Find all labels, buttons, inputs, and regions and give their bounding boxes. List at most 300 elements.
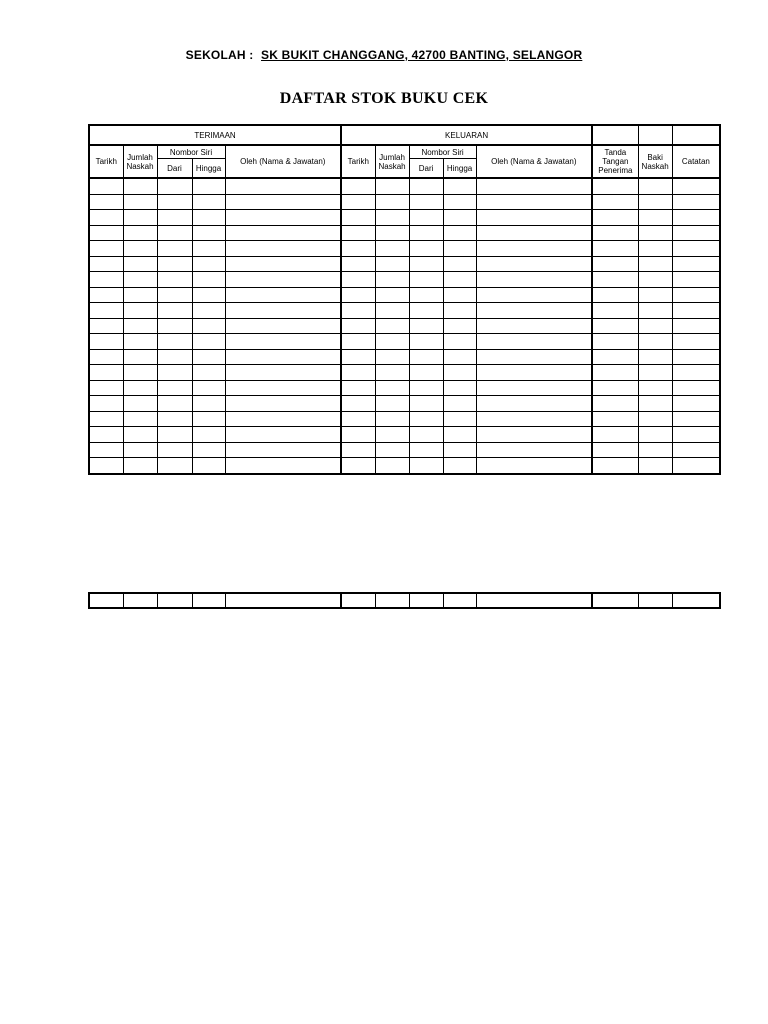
table-cell[interactable]	[89, 593, 123, 608]
table-cell[interactable]	[192, 241, 225, 257]
table-cell[interactable]	[592, 241, 638, 257]
table-row	[89, 396, 720, 412]
table-cell[interactable]	[592, 458, 638, 474]
table-row	[89, 287, 720, 303]
table-cell[interactable]	[672, 334, 720, 350]
table-cell[interactable]	[192, 380, 225, 396]
table-cell[interactable]	[192, 194, 225, 210]
table-cell[interactable]	[225, 334, 341, 350]
table-cell[interactable]	[375, 427, 409, 443]
col-header-nombor-siri: Nombor Siri	[409, 145, 476, 159]
table-cell[interactable]	[341, 210, 375, 226]
table-cell[interactable]	[192, 318, 225, 334]
table-cell[interactable]	[192, 256, 225, 272]
table-cell[interactable]	[638, 318, 672, 334]
table-cell[interactable]	[638, 458, 672, 474]
table-cell[interactable]	[592, 287, 638, 303]
table-cell[interactable]	[443, 256, 476, 272]
table-cell[interactable]	[123, 427, 157, 443]
table-cell[interactable]	[672, 427, 720, 443]
table-cell[interactable]	[157, 396, 192, 412]
table-cell[interactable]	[123, 411, 157, 427]
table-cell[interactable]	[638, 256, 672, 272]
table-cell[interactable]	[443, 334, 476, 350]
table-cell[interactable]	[123, 334, 157, 350]
table-cell[interactable]	[341, 303, 375, 319]
table-cell[interactable]	[476, 272, 592, 288]
table-cell[interactable]	[157, 272, 192, 288]
table-cell[interactable]	[341, 427, 375, 443]
table-cell[interactable]	[672, 303, 720, 319]
table-cell[interactable]	[192, 593, 225, 608]
table-cell[interactable]	[192, 225, 225, 241]
col-header-tanda-tangan: Tanda Tangan Penerima	[592, 145, 638, 178]
table-cell[interactable]	[157, 178, 192, 194]
table-cell[interactable]	[476, 241, 592, 257]
page-title: DAFTAR STOK BUKU CEK	[279, 90, 489, 107]
table-cell[interactable]	[592, 194, 638, 210]
table-cell[interactable]	[89, 365, 123, 381]
table-cell[interactable]	[443, 210, 476, 226]
table-cell[interactable]	[476, 427, 592, 443]
table-cell[interactable]	[476, 380, 592, 396]
table-cell[interactable]	[375, 458, 409, 474]
table-cell[interactable]	[157, 349, 192, 365]
group-header-blank	[592, 125, 638, 145]
table-cell[interactable]	[592, 593, 638, 608]
table-cell[interactable]	[476, 256, 592, 272]
table-cell[interactable]	[592, 349, 638, 365]
table-cell[interactable]	[157, 241, 192, 257]
table-cell[interactable]	[443, 241, 476, 257]
table-cell[interactable]	[638, 411, 672, 427]
table-cell[interactable]	[225, 396, 341, 412]
table-cell[interactable]	[592, 178, 638, 194]
group-header-terimaan: TERIMAAN	[89, 125, 341, 145]
table-cell[interactable]	[476, 593, 592, 608]
table-cell[interactable]	[225, 458, 341, 474]
table-cell[interactable]	[409, 194, 443, 210]
table-cell[interactable]	[375, 334, 409, 350]
table-cell[interactable]	[341, 442, 375, 458]
table-cell[interactable]	[638, 194, 672, 210]
table-cell[interactable]	[123, 225, 157, 241]
table-cell[interactable]	[592, 256, 638, 272]
table-cell[interactable]	[672, 396, 720, 412]
col-header-jumlah-naskah: Jumlah Naskah	[375, 145, 409, 178]
table-cell[interactable]	[341, 380, 375, 396]
table-cell[interactable]	[638, 427, 672, 443]
table-cell[interactable]	[192, 411, 225, 427]
table-cell[interactable]	[157, 287, 192, 303]
table-cell[interactable]	[123, 380, 157, 396]
table-cell[interactable]	[89, 241, 123, 257]
table-cell[interactable]	[476, 318, 592, 334]
table-cell[interactable]	[192, 396, 225, 412]
table-cell[interactable]	[375, 210, 409, 226]
table-cell[interactable]	[375, 287, 409, 303]
table-cell[interactable]	[341, 334, 375, 350]
table-cell[interactable]	[225, 272, 341, 288]
table-cell[interactable]	[409, 318, 443, 334]
table-row	[89, 427, 720, 443]
table-cell[interactable]	[341, 365, 375, 381]
table-cell[interactable]	[443, 225, 476, 241]
table-cell[interactable]	[123, 593, 157, 608]
table-cell[interactable]	[672, 256, 720, 272]
col-header-baki-naskah: Baki Naskah	[638, 145, 672, 178]
table-cell[interactable]	[123, 442, 157, 458]
table-cell[interactable]	[443, 272, 476, 288]
school-line	[0, 48, 768, 62]
table-cell[interactable]	[409, 272, 443, 288]
table-cell[interactable]	[157, 593, 192, 608]
table-cell[interactable]	[443, 458, 476, 474]
table-cell[interactable]	[672, 349, 720, 365]
table-cell[interactable]	[157, 427, 192, 443]
table-cell[interactable]	[341, 593, 375, 608]
table-cell[interactable]	[409, 334, 443, 350]
table-cell[interactable]	[409, 303, 443, 319]
group-header-blank	[672, 125, 720, 145]
table-cell[interactable]	[443, 593, 476, 608]
table-cell[interactable]	[123, 318, 157, 334]
table-cell[interactable]	[592, 427, 638, 443]
table-cell[interactable]	[375, 593, 409, 608]
table-cell[interactable]	[638, 349, 672, 365]
table-cell[interactable]	[123, 396, 157, 412]
table-row	[89, 442, 720, 458]
table-cell[interactable]	[123, 194, 157, 210]
table-cell[interactable]	[157, 303, 192, 319]
table-cell[interactable]	[443, 411, 476, 427]
table-row	[89, 365, 720, 381]
table-cell[interactable]	[476, 365, 592, 381]
table-cell[interactable]	[192, 272, 225, 288]
table-cell[interactable]	[409, 411, 443, 427]
table-cell[interactable]	[192, 349, 225, 365]
table-cell[interactable]	[638, 303, 672, 319]
table-cell[interactable]	[476, 287, 592, 303]
table-cell[interactable]	[225, 380, 341, 396]
table-cell[interactable]	[89, 225, 123, 241]
table-cell[interactable]	[476, 411, 592, 427]
table-cell[interactable]	[89, 442, 123, 458]
col-header-hingga: Hingga	[192, 159, 225, 179]
table-cell[interactable]	[672, 411, 720, 427]
col-header-tarikh: Tarikh	[89, 145, 123, 178]
table-cell[interactable]	[225, 411, 341, 427]
cheque-stock-table	[88, 124, 721, 475]
table-cell[interactable]	[192, 303, 225, 319]
table-cell[interactable]	[476, 396, 592, 412]
table-cell[interactable]	[225, 442, 341, 458]
table-cell[interactable]	[476, 210, 592, 226]
table-cell[interactable]	[225, 318, 341, 334]
table-row	[89, 241, 720, 257]
table-cell[interactable]	[375, 396, 409, 412]
table-cell[interactable]	[476, 334, 592, 350]
table-cell[interactable]	[89, 194, 123, 210]
table-cell[interactable]	[225, 256, 341, 272]
table-cell[interactable]	[476, 225, 592, 241]
table-cell[interactable]	[375, 194, 409, 210]
table-cell[interactable]	[443, 318, 476, 334]
table-cell[interactable]	[225, 287, 341, 303]
table-cell[interactable]	[192, 334, 225, 350]
table-cell[interactable]	[123, 210, 157, 226]
table-cell[interactable]	[672, 365, 720, 381]
table-cell[interactable]	[672, 210, 720, 226]
table-cell[interactable]	[672, 241, 720, 257]
table-cell[interactable]	[409, 225, 443, 241]
table-cell[interactable]	[123, 349, 157, 365]
table-cell[interactable]	[592, 442, 638, 458]
table-cell[interactable]	[123, 458, 157, 474]
table-cell[interactable]	[476, 303, 592, 319]
table-cell[interactable]	[89, 334, 123, 350]
table-cell[interactable]	[375, 349, 409, 365]
table-cell[interactable]	[672, 272, 720, 288]
table-cell[interactable]	[672, 458, 720, 474]
table-cell[interactable]	[443, 396, 476, 412]
table-cell[interactable]	[409, 178, 443, 194]
table-cell[interactable]	[341, 256, 375, 272]
table-cell[interactable]	[375, 380, 409, 396]
table-cell[interactable]	[409, 396, 443, 412]
table-row	[89, 318, 720, 334]
table-cell[interactable]	[123, 241, 157, 257]
table-cell[interactable]	[89, 287, 123, 303]
col-header-catatan: Catatan	[672, 145, 720, 178]
table-cell[interactable]	[476, 458, 592, 474]
table-cell[interactable]	[476, 349, 592, 365]
col-header-oleh: Oleh (Nama & Jawatan)	[476, 145, 592, 178]
table-cell[interactable]	[638, 593, 672, 608]
table-cell[interactable]	[443, 287, 476, 303]
table-cell[interactable]	[192, 427, 225, 443]
table-row	[89, 303, 720, 319]
table-cell[interactable]	[192, 365, 225, 381]
table-cell[interactable]	[341, 241, 375, 257]
table-cell[interactable]	[89, 303, 123, 319]
table-cell[interactable]	[672, 318, 720, 334]
table-cell[interactable]	[375, 272, 409, 288]
table-cell[interactable]	[123, 303, 157, 319]
table-cell[interactable]	[341, 225, 375, 241]
table-cell[interactable]	[89, 210, 123, 226]
table-cell[interactable]	[123, 365, 157, 381]
table-cell[interactable]	[592, 411, 638, 427]
table-cell[interactable]	[409, 241, 443, 257]
table-cell[interactable]	[638, 241, 672, 257]
table-cell[interactable]	[592, 396, 638, 412]
table-cell[interactable]	[638, 272, 672, 288]
table-cell[interactable]	[192, 458, 225, 474]
table-cell[interactable]	[592, 210, 638, 226]
table-cell[interactable]	[443, 178, 476, 194]
table-cell[interactable]	[157, 318, 192, 334]
table-cell[interactable]	[409, 256, 443, 272]
table-cell[interactable]	[592, 318, 638, 334]
table-cell[interactable]	[409, 380, 443, 396]
table-cell[interactable]	[225, 194, 341, 210]
table-cell[interactable]	[157, 225, 192, 241]
table-cell[interactable]	[443, 380, 476, 396]
table-cell[interactable]	[89, 427, 123, 443]
table-cell[interactable]	[225, 427, 341, 443]
table-cell[interactable]	[592, 225, 638, 241]
table-cell[interactable]	[592, 334, 638, 350]
table-cell[interactable]	[592, 365, 638, 381]
table-row	[89, 380, 720, 396]
table-cell[interactable]	[157, 442, 192, 458]
table-cell[interactable]	[409, 287, 443, 303]
table-cell[interactable]	[638, 396, 672, 412]
table-cell[interactable]	[375, 241, 409, 257]
group-header-keluaran: KELUARAN	[341, 125, 592, 145]
table-cell[interactable]	[592, 272, 638, 288]
table-cell[interactable]	[89, 458, 123, 474]
table-cell[interactable]	[341, 318, 375, 334]
table-row	[89, 334, 720, 350]
table-row	[89, 349, 720, 365]
col-header-tarikh: Tarikh	[341, 145, 375, 178]
table-cell[interactable]	[89, 178, 123, 194]
table-cell[interactable]	[375, 442, 409, 458]
table-cell[interactable]	[225, 365, 341, 381]
table-cell[interactable]	[672, 178, 720, 194]
table-cell[interactable]	[672, 593, 720, 608]
table-cell[interactable]	[375, 365, 409, 381]
table-cell[interactable]	[672, 287, 720, 303]
table-cell[interactable]	[638, 365, 672, 381]
table-cell[interactable]	[89, 349, 123, 365]
col-header-jumlah-naskah: Jumlah Naskah	[123, 145, 157, 178]
table-cell[interactable]	[672, 380, 720, 396]
table-cell[interactable]	[409, 365, 443, 381]
table-cell[interactable]	[638, 442, 672, 458]
table-cell[interactable]	[157, 256, 192, 272]
table-cell[interactable]	[592, 303, 638, 319]
table-cell[interactable]	[123, 256, 157, 272]
table-row	[89, 411, 720, 427]
table-cell[interactable]	[89, 318, 123, 334]
table-cell[interactable]	[341, 272, 375, 288]
table-cell[interactable]	[375, 411, 409, 427]
table-cell[interactable]	[89, 256, 123, 272]
table-cell[interactable]	[592, 380, 638, 396]
table-cell[interactable]	[157, 194, 192, 210]
table-cell[interactable]	[409, 593, 443, 608]
table-cell[interactable]	[476, 178, 592, 194]
table-cell[interactable]	[375, 318, 409, 334]
table-cell[interactable]	[443, 194, 476, 210]
table-cell[interactable]	[192, 210, 225, 226]
table-cell[interactable]	[443, 442, 476, 458]
table-cell[interactable]	[89, 411, 123, 427]
table-cell[interactable]	[157, 210, 192, 226]
table-cell[interactable]	[409, 349, 443, 365]
table-cell[interactable]	[476, 194, 592, 210]
table-cell[interactable]	[341, 178, 375, 194]
table-cell[interactable]	[192, 287, 225, 303]
table-cell[interactable]	[225, 349, 341, 365]
table-cell[interactable]	[375, 225, 409, 241]
table-cell[interactable]	[375, 303, 409, 319]
table-cell[interactable]	[123, 272, 157, 288]
table-cell[interactable]	[409, 427, 443, 443]
table-cell[interactable]	[443, 427, 476, 443]
school-name: SK BUKIT CHANGGANG, 42700 BANTING, SELANGOR	[261, 48, 583, 62]
table-cell[interactable]	[638, 380, 672, 396]
table-row	[89, 593, 720, 608]
table-cell[interactable]	[225, 210, 341, 226]
table-cell[interactable]	[341, 349, 375, 365]
table-cell[interactable]	[476, 442, 592, 458]
col-header-oleh: Oleh (Nama & Jawatan)	[225, 145, 341, 178]
table-row	[89, 210, 720, 226]
table-cell[interactable]	[157, 380, 192, 396]
table-cell[interactable]	[638, 210, 672, 226]
table-cell[interactable]	[157, 411, 192, 427]
col-header-hingga: Hingga	[443, 159, 476, 179]
table-cell[interactable]	[341, 396, 375, 412]
table-row	[89, 178, 720, 194]
table-cell[interactable]	[672, 442, 720, 458]
table-cell[interactable]	[409, 210, 443, 226]
table-cell[interactable]	[672, 194, 720, 210]
table-cell[interactable]	[341, 411, 375, 427]
table-cell[interactable]	[638, 178, 672, 194]
col-header-nombor-siri: Nombor Siri	[157, 145, 225, 159]
table-cell[interactable]	[341, 458, 375, 474]
table-cell[interactable]	[157, 334, 192, 350]
table-cell[interactable]	[638, 225, 672, 241]
table-cell[interactable]	[375, 178, 409, 194]
table-cell[interactable]	[341, 194, 375, 210]
table-cell[interactable]	[89, 396, 123, 412]
group-header-blank	[638, 125, 672, 145]
table-cell[interactable]	[672, 225, 720, 241]
table-cell[interactable]	[123, 178, 157, 194]
table-cell[interactable]	[375, 256, 409, 272]
table-cell[interactable]	[89, 272, 123, 288]
table-cell[interactable]	[157, 458, 192, 474]
table-cell[interactable]	[225, 241, 341, 257]
col-header-dari: Dari	[157, 159, 192, 179]
table-cell[interactable]	[225, 593, 341, 608]
table-cell[interactable]	[89, 380, 123, 396]
table-cell[interactable]	[192, 442, 225, 458]
table-cell[interactable]	[225, 303, 341, 319]
table-cell[interactable]	[443, 365, 476, 381]
table-cell[interactable]	[443, 303, 476, 319]
table-cell[interactable]	[638, 287, 672, 303]
table-cell[interactable]	[225, 178, 341, 194]
bottom-table	[88, 592, 721, 609]
table-cell[interactable]	[443, 349, 476, 365]
table-cell[interactable]	[409, 458, 443, 474]
table-row	[89, 272, 720, 288]
table-cell[interactable]	[225, 225, 341, 241]
table-cell[interactable]	[341, 287, 375, 303]
table-cell[interactable]	[123, 287, 157, 303]
table-cell[interactable]	[409, 442, 443, 458]
table-cell[interactable]	[157, 365, 192, 381]
table-cell[interactable]	[638, 334, 672, 350]
table-cell[interactable]	[192, 178, 225, 194]
